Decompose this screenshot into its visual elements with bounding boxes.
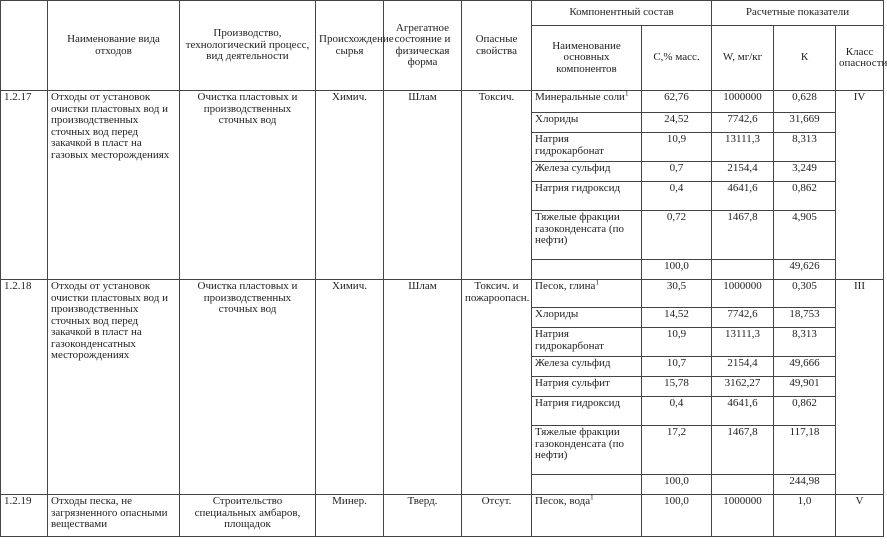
component-c: 10,7 xyxy=(642,357,712,377)
waste-state: Шлам xyxy=(384,280,462,495)
component-c: 0,72 xyxy=(642,211,712,260)
component-c: 10,9 xyxy=(642,328,712,357)
component-w: 13111,3 xyxy=(712,133,774,162)
waste-state: Тверд. xyxy=(384,495,462,537)
hazard-class: V xyxy=(836,495,884,537)
component-c: 100,0 xyxy=(642,475,712,495)
component-name: Хлориды xyxy=(532,308,642,328)
component-name xyxy=(532,260,642,280)
component-k: 49,626 xyxy=(774,260,836,280)
component-name: Тяжелые фракции газоконденсата (по нефти) xyxy=(532,426,642,475)
w-header: W, мг/кг xyxy=(712,26,774,91)
waste-hazard: Токсич. и пожароопасн. xyxy=(462,280,532,495)
hazard-header: Опасные свойства xyxy=(462,1,532,91)
component-name xyxy=(532,475,642,495)
calc-header: Расчетные показатели xyxy=(712,1,884,26)
process-header: Производство, технологический процесс, вид деятельности xyxy=(180,1,316,91)
footnote-mark: 1 xyxy=(624,89,629,98)
component-name: Натрия сульфит xyxy=(532,377,642,397)
component-c: 0,4 xyxy=(642,397,712,426)
component-w: 3162,27 xyxy=(712,377,774,397)
component-w: 1467,8 xyxy=(712,426,774,475)
component-k: 117,18 xyxy=(774,426,836,475)
component-w xyxy=(712,260,774,280)
component-c: 30,5 xyxy=(642,280,712,308)
name-header: Наименование вида отходов xyxy=(48,1,180,91)
component-name: Хлориды xyxy=(532,113,642,133)
waste-process: Очистка пластовых и производственных сточных вод xyxy=(180,91,316,280)
component-k: 49,901 xyxy=(774,377,836,397)
table-row xyxy=(1,280,884,308)
table-row xyxy=(1,91,884,113)
component-c: 100,0 xyxy=(642,260,712,280)
c-header: С,% масс. xyxy=(642,26,712,91)
waste-code: 1.2.17 xyxy=(1,91,48,280)
component-k: 0,305 xyxy=(774,280,836,308)
component-c: 0,7 xyxy=(642,162,712,182)
component-k: 8,313 xyxy=(774,328,836,357)
component-name: Натрия гидрокарбонат xyxy=(532,328,642,357)
code-header xyxy=(1,1,48,91)
waste-process: Очистка пластовых и производственных сточных вод xyxy=(180,280,316,495)
component-w: 1000000 xyxy=(712,91,774,113)
component-c: 10,9 xyxy=(642,133,712,162)
state-header: Агрегатное состояние и физическая форма xyxy=(384,1,462,91)
component-w: 1467,8 xyxy=(712,211,774,260)
footnote-mark: 1 xyxy=(590,493,594,502)
component-w: 7742,6 xyxy=(712,308,774,328)
component-c: 15,78 xyxy=(642,377,712,397)
component-k: 244,98 xyxy=(774,475,836,495)
component-c: 0,4 xyxy=(642,182,712,211)
component-k: 3,249 xyxy=(774,162,836,182)
component-k: 0,862 xyxy=(774,182,836,211)
component-k: 18,753 xyxy=(774,308,836,328)
component-c: 24,52 xyxy=(642,113,712,133)
table-body xyxy=(1,91,884,537)
component-name: Железа сульфид xyxy=(532,162,642,182)
waste-hazard: Отсут. xyxy=(462,495,532,537)
class-header: Класс опасности xyxy=(836,26,884,91)
component-c: 17,2 xyxy=(642,426,712,475)
origin-header: Происхождение сырья xyxy=(316,1,384,91)
component-w xyxy=(712,475,774,495)
hazard-class: IV xyxy=(836,91,884,280)
waste-name: Отходы от установок очистки пластовых вод и производственных сточных вод перед закачкой в пласт на газоконденсатных месторождениях xyxy=(48,280,180,495)
component-name: Песок, глина$^1$ xyxy=(532,280,642,308)
k-header: К xyxy=(774,26,836,91)
waste-code: 1.2.18 xyxy=(1,280,48,495)
footnote-mark: 1 xyxy=(595,278,599,287)
component-k: 0,628 xyxy=(774,91,836,113)
waste-origin: Химич. xyxy=(316,91,384,280)
component-w: 1000000 xyxy=(712,495,774,537)
component-name: Тяжелые фракции газоконденсата (по нефти) xyxy=(532,211,642,260)
component-k: 4,905 xyxy=(774,211,836,260)
component-k: 0,862 xyxy=(774,397,836,426)
component-w: 1000000 xyxy=(712,280,774,308)
component-name: Железа сульфид xyxy=(532,357,642,377)
component-w: 2154,4 xyxy=(712,357,774,377)
waste-state: Шлам xyxy=(384,91,462,280)
waste-hazard: Токсич. xyxy=(462,91,532,280)
waste-code: 1.2.19 xyxy=(1,495,48,537)
component-k: 49,666 xyxy=(774,357,836,377)
component-c: 14,52 xyxy=(642,308,712,328)
component-name: Песок, вода$^1$ xyxy=(532,495,642,537)
component-name: Натрия гидрокарбонат xyxy=(532,133,642,162)
composition-header: Компонентный состав xyxy=(532,1,712,26)
waste-origin: Минер. xyxy=(316,495,384,537)
waste-process: Строительство специальных амбаров, площадок xyxy=(180,495,316,537)
component-c: 100,0 xyxy=(642,495,712,537)
waste-name: Отходы от установок очистки пластовых вод и производственных сточных вод перед закачкой в пласт на газовых месторождениях xyxy=(48,91,180,280)
component-k: 8,313 xyxy=(774,133,836,162)
hazard-class: III xyxy=(836,280,884,495)
component-w: 4641,6 xyxy=(712,397,774,426)
waste-origin: Химич. xyxy=(316,280,384,495)
waste-name: Отходы песка, не загрязненного опасными веществами xyxy=(48,495,180,537)
component-c: 62,76 xyxy=(642,91,712,113)
component-w: 2154,4 xyxy=(712,162,774,182)
component-w: 7742,6 xyxy=(712,113,774,133)
component-name: Минеральные соли$^1$ xyxy=(532,91,642,113)
component-k: 1,0 xyxy=(774,495,836,537)
component-k: 31,669 xyxy=(774,113,836,133)
component-w: 4641,6 xyxy=(712,182,774,211)
component-name: Натрия гидроксид xyxy=(532,182,642,211)
table-row xyxy=(1,495,884,537)
component-name: Натрия гидроксид xyxy=(532,397,642,426)
component-w: 13111,3 xyxy=(712,328,774,357)
comp-name-header: Наименование основных компонентов xyxy=(532,26,642,91)
